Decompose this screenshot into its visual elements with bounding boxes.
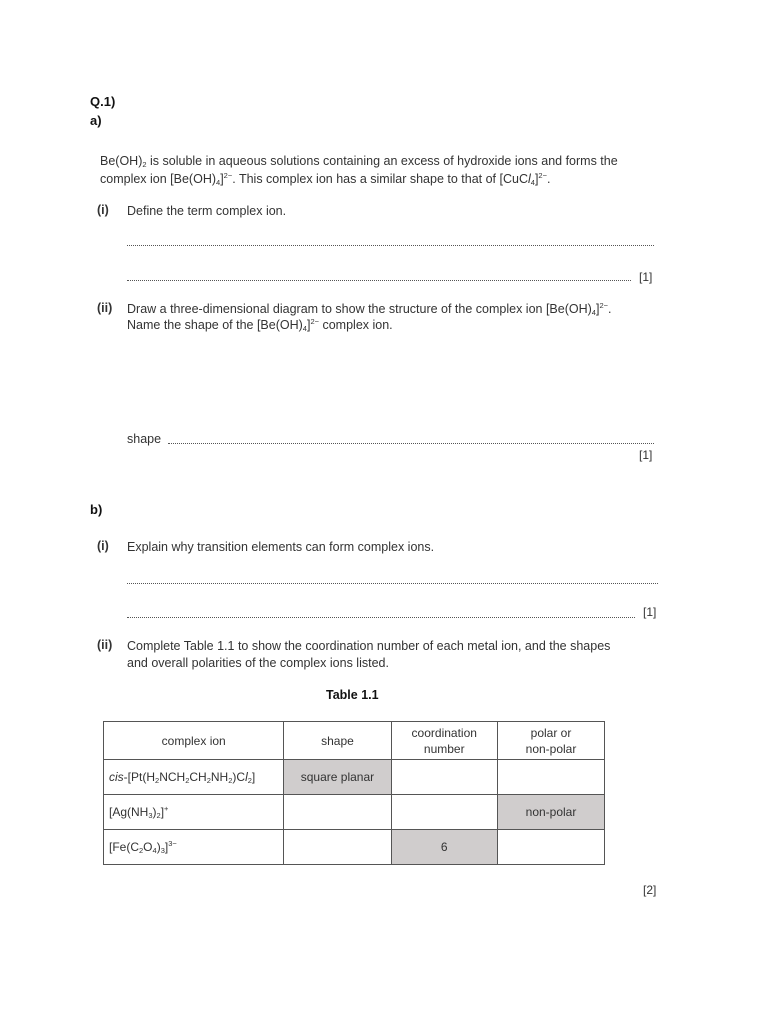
table-row [104, 830, 605, 865]
complex-ion-cell: cis-$[Pt(H_2NCH_2CH_2NH_2)Cl_2]$ [104, 760, 284, 795]
header-coordination-number: coordination number [391, 722, 497, 760]
a-ii-question-line-2: Name the shape of the $[Be(OH)_4]^{2-}$ complex ion. [127, 317, 393, 333]
polarity-cell[interactable] [497, 760, 604, 795]
part-b-label: b) [90, 502, 103, 517]
mark-allocation: [1] [643, 605, 657, 619]
table-title: Table 1.1 [326, 688, 379, 702]
table-header-row [104, 722, 605, 760]
mark-allocation: [2] [643, 883, 657, 897]
table-row [104, 795, 605, 830]
header-shape: shape [284, 722, 391, 760]
coordination-cell: 6 [391, 830, 497, 865]
b-ii-question-line-2: and overall polarities of the complex ions listed. [127, 656, 389, 670]
polarity-cell: non-polar [497, 795, 604, 830]
coordination-cell[interactable] [391, 760, 497, 795]
header-complex-ion: complex ion [104, 722, 284, 760]
shape-cell[interactable] [284, 795, 391, 830]
header-polarity: polar or non-polar [497, 722, 604, 760]
shape-cell[interactable] [284, 830, 391, 865]
mark-allocation: [1] [639, 448, 653, 462]
answer-line[interactable] [127, 583, 658, 584]
a-ii-number: (ii) [97, 301, 113, 315]
intro-line-2: complex ion $[Be(OH)_4]^{2-}$. This complex ion has a similar shape to that of [CuCl$_4$]$^{2-}$. [100, 171, 551, 187]
answer-line[interactable] [127, 245, 654, 246]
answer-line[interactable] [127, 280, 631, 281]
mark-allocation: [1] [639, 270, 653, 284]
a-ii-question-line-1: Draw a three-dimensional diagram to show the structure of the complex ion $[Be(OH)_4]^{2-}$. [127, 301, 612, 317]
shape-answer-line[interactable] [168, 443, 654, 444]
b-ii-number: (ii) [97, 638, 113, 652]
b-i-question: Explain why transition elements can form complex ions. [127, 540, 435, 554]
a-i-question: Define the term complex ion. [127, 204, 287, 218]
shape-cell: square planar [284, 760, 391, 795]
b-ii-question-line-1: Complete Table 1.1 to show the coordination number of each metal ion, and the shapes [127, 639, 611, 653]
complex-ion-cell: $[Ag(NH_3)_2]^+$ [104, 795, 284, 830]
part-a-label: a) [90, 113, 102, 128]
coordination-cell[interactable] [391, 795, 497, 830]
a-i-number: (i) [97, 203, 109, 217]
question-number: Q.1) [90, 94, 116, 109]
table-1-1 [103, 721, 605, 865]
shape-label: shape [127, 432, 162, 446]
complex-ion-cell: $[Fe(C_2O_4)_3]^{3-}$ [104, 830, 284, 865]
answer-line[interactable] [127, 617, 635, 618]
intro-line-1: $Be(OH)_2$ is soluble in aqueous solutions containing an excess of hydroxide ions and forms the [100, 154, 618, 169]
b-i-number: (i) [97, 539, 109, 553]
polarity-cell[interactable] [497, 830, 604, 865]
table-row [104, 760, 605, 795]
